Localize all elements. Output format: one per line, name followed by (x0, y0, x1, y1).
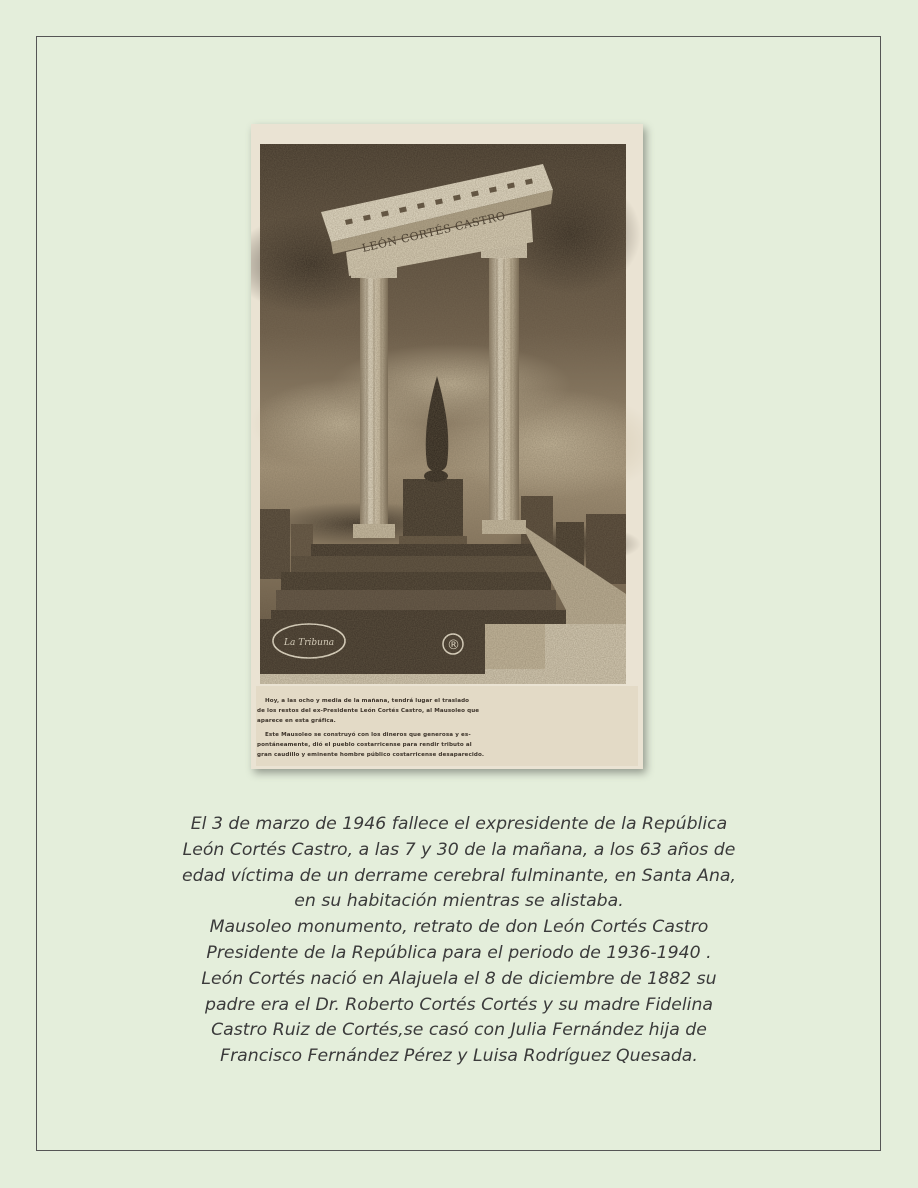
caption-line: León Cortés Castro, a las 7 y 30 de la mañana, a los 63 años de (182, 839, 736, 860)
caption-line: padre era el Dr. Roberto Cortés Cortés y su madre Fidelina (204, 994, 714, 1015)
mausoleum-photo-illustration (251, 124, 643, 769)
caption-line: edad víctima de un derrame cerebral fulminante, en Santa Ana, (181, 865, 737, 886)
caption-line: El 3 de marzo de 1946 fallece el expresidente de la República (190, 814, 728, 834)
caption-line: León Cortés nació en Alajuela el 8 de diciembre de 1882 su (201, 968, 717, 989)
caption-line: en su habitación mientras se alistaba. (294, 891, 624, 912)
clipping-text-line-1: Hoy, a las ocho y media de la mañana, tendrá lugar el traslado (265, 698, 470, 704)
photo-caption (90, 812, 828, 1070)
clipping-text-line-2: de los restos del ex-Presidente León Cortés Castro, al Mausoleo que (257, 708, 480, 714)
clipping-text-line-6: gran caudillo y eminente hombre público costarricense desaparecido. (257, 752, 485, 758)
caption-line: Francisco Fernández Pérez y Luisa Rodríguez Quesada. (220, 1046, 698, 1067)
newspaper-clipping-photo (251, 124, 643, 769)
clipping-text-line-5: pontáneamente, dió el pueblo costarricense para rendir tributo al (257, 742, 472, 748)
caption-line: Mausoleo monumento, retrato de don León Cortés Castro (209, 917, 709, 938)
caption-line: Presidente de la República para el periodo de 1936-1940 . (206, 942, 712, 963)
clipping-text-line-4: Este Mausoleo se construyó con los dineros que generosa y es- (265, 732, 471, 738)
caption-line: Castro Ruiz de Cortés,se casó con Julia Fernández hija de (211, 1020, 707, 1041)
clipping-text-line-3: aparece en esta gráfica. (257, 718, 336, 724)
